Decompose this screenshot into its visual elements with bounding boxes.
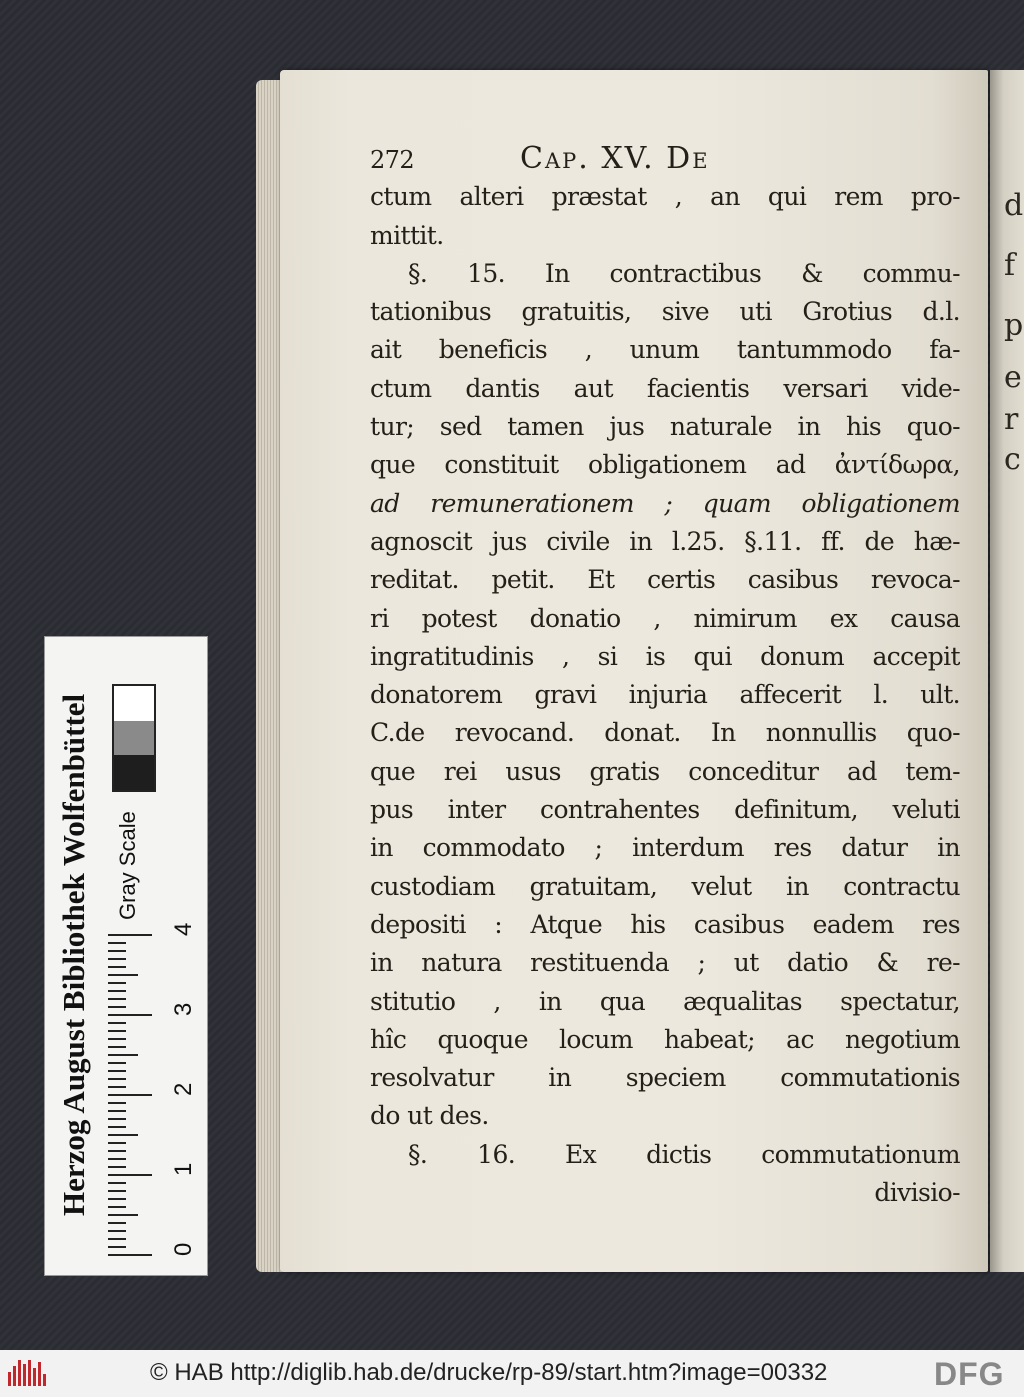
text-line: do ut des. <box>370 1101 489 1131</box>
text-line: ait beneficis , unum tantummodo fa- <box>370 335 960 365</box>
facing-letter: p <box>1004 308 1024 343</box>
text-line: §. 16. Ex dictis commutationum <box>408 1139 960 1169</box>
text-line: pus inter contrahentes definitum, veluti <box>370 795 960 825</box>
catchword: divisio- <box>874 1178 960 1208</box>
text-line: depositi : Atque his casibus eadem res <box>370 909 960 939</box>
text-line: C.de revocand. donat. In nonnullis quo- <box>370 718 960 748</box>
ruler-tick <box>108 1214 138 1216</box>
ruler-tick <box>108 1246 126 1248</box>
ruler-tick <box>108 1022 126 1024</box>
text-line: hîc quoque locum habeat; ac negotium <box>370 1024 960 1054</box>
text-line: donatorem gravi injuria affecerit l. ult. <box>370 680 960 710</box>
swatch-black <box>114 755 154 790</box>
facing-letter: d <box>1004 188 1024 223</box>
ruler-tick <box>108 1102 126 1104</box>
ruler-tick <box>108 1174 152 1176</box>
facing-page-edge <box>990 70 1024 1272</box>
credit-link[interactable]: © HAB http://diglib.hab.de/drucke/rp-89/start.htm?image=00332 <box>150 1359 828 1386</box>
ruler-tick <box>108 966 126 968</box>
ruler-tick <box>108 1190 126 1192</box>
gray-swatches <box>112 684 156 792</box>
ruler-tick <box>108 990 126 992</box>
text-line: que rei usus gratis conceditur ad tem- <box>370 756 960 786</box>
hab-logo-icon <box>8 1360 46 1386</box>
ruler-tick <box>108 1110 126 1112</box>
ruler-tick <box>108 1222 126 1224</box>
text-line: ctum dantis aut facientis versari vide- <box>370 373 960 403</box>
swatch-gray <box>114 721 154 756</box>
ruler-tick <box>108 1094 152 1096</box>
ruler-title: Herzog August Bibliothek Wolfenbüttel <box>56 693 91 1217</box>
ruler-tick <box>108 1126 126 1128</box>
text-line: resolvatur in speciem commutationis <box>370 1063 960 1093</box>
ruler-tick <box>108 1150 126 1152</box>
ruler-number: 4 <box>170 922 197 936</box>
text-line: custodiam gratuitam, velut in contractu <box>370 871 960 901</box>
text-line: stitutio , in qua æqualitas spectatur, <box>370 986 960 1016</box>
text-line: ingratitudinis , si is qui donum accepit <box>370 641 960 671</box>
ruler-tick <box>108 958 126 960</box>
ruler-tick <box>108 1046 126 1048</box>
ruler-scale <box>108 922 197 1260</box>
text-line: que constituit obligationem ad ἀντίδωρα, <box>370 450 960 480</box>
ruler-tick <box>108 950 126 952</box>
text-line: mittit. <box>370 220 444 250</box>
text-line: ctum alteri præstat , an qui rem pro- <box>370 182 960 212</box>
ruler-number: 1 <box>170 1162 197 1176</box>
text-line: in commodato ; interdum res datur in <box>370 833 960 863</box>
text-line: §. 15. In contractibus & commu- <box>408 258 960 288</box>
ruler-tick <box>108 1078 126 1080</box>
page-text <box>370 140 960 1212</box>
dfg-logo: DFG <box>934 1356 1005 1392</box>
ruler-tick <box>108 1142 126 1144</box>
ruler-number: 3 <box>170 1002 197 1016</box>
ruler-tick <box>108 998 126 1000</box>
ruler-tick <box>108 1070 126 1072</box>
facing-letter: e <box>1004 360 1022 395</box>
ruler-number: 0 <box>170 1242 197 1256</box>
swatch-white <box>114 686 154 721</box>
ruler-tick <box>108 1182 126 1184</box>
ruler-tick <box>108 1158 126 1160</box>
ruler-tick <box>108 942 126 944</box>
ruler-tick <box>108 1238 126 1240</box>
ruler-tick <box>108 1006 126 1008</box>
page-number: 272 <box>370 146 415 174</box>
ruler-tick <box>108 934 152 936</box>
text-line: agnoscit jus civile in l.25. §.11. ff. de hæ- <box>370 526 960 556</box>
ruler-tick <box>108 1134 138 1136</box>
running-head: Cap. XV. De <box>520 141 710 176</box>
text-line: reditat. petit. Et certis casibus revoca- <box>370 565 960 595</box>
facing-letter: c <box>1004 442 1021 477</box>
ruler-tick <box>108 974 138 976</box>
gray-scale-label: Gray Scale <box>115 811 140 921</box>
ruler-tick <box>108 1166 126 1168</box>
ruler-tick <box>108 1030 126 1032</box>
ruler-tick <box>108 1038 126 1040</box>
ruler-tick <box>108 982 126 984</box>
text-line: ad remunerationem ; quam obligationem <box>370 488 960 518</box>
ruler-tick <box>108 1062 126 1064</box>
ruler-tick <box>108 1086 126 1088</box>
ruler-tick <box>108 1230 126 1232</box>
facing-letter: r <box>1004 402 1019 437</box>
page-header <box>370 140 960 178</box>
text-line: tationibus gratuitis, sive uti Grotius d.l. <box>370 297 960 327</box>
ruler-tick <box>108 1198 126 1200</box>
facing-letter: f <box>1004 248 1016 283</box>
ruler-tick <box>108 1014 152 1016</box>
text-line: ri potest donatio , nimirum ex causa <box>370 603 960 633</box>
ruler-tick <box>108 1254 152 1256</box>
footer-bar <box>0 1350 1024 1397</box>
text-line: tur; sed tamen jus naturale in his quo- <box>370 412 960 442</box>
text-line: in natura restituenda ; ut datio & re- <box>370 948 960 978</box>
ruler-tick <box>108 1118 126 1120</box>
ruler-tick <box>108 1054 138 1056</box>
ruler-number: 2 <box>170 1082 197 1096</box>
ruler-tick <box>108 1206 126 1208</box>
